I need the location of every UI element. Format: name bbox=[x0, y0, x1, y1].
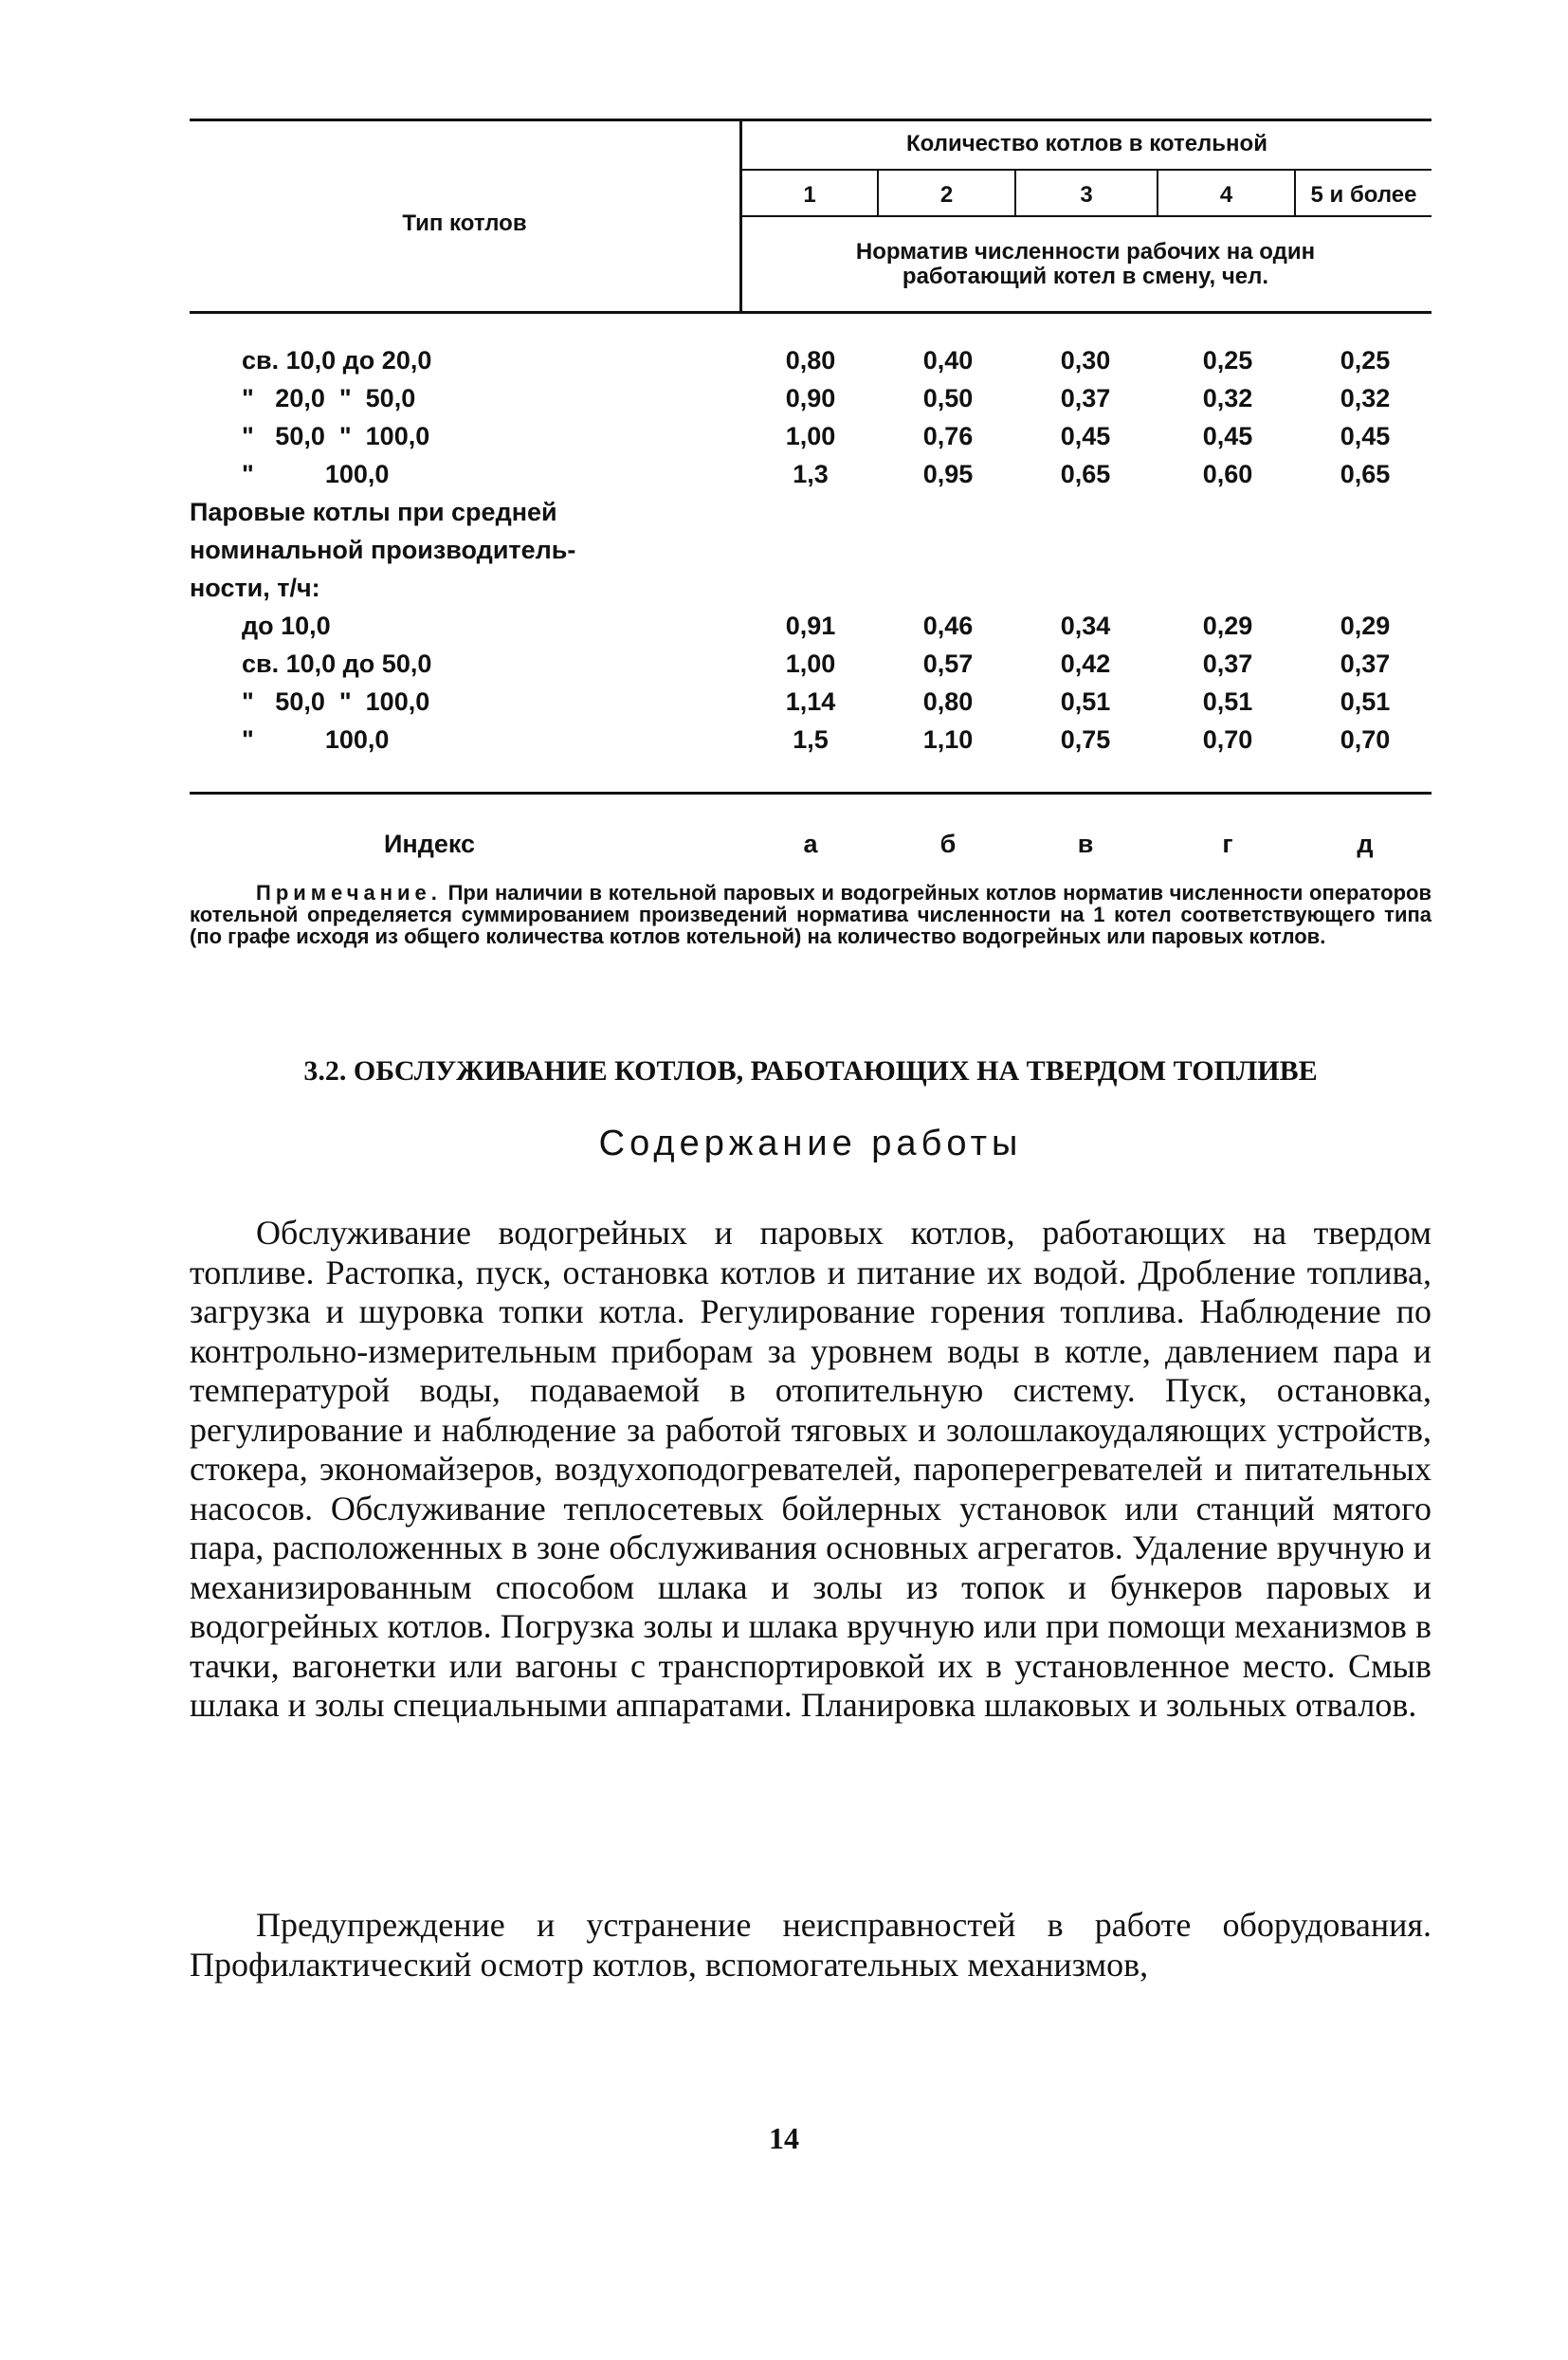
cell: 0,75 bbox=[1060, 725, 1111, 754]
cell: 0,34 bbox=[1060, 612, 1111, 640]
cell: 0,60 bbox=[1202, 460, 1253, 488]
cell: 0,51 bbox=[1340, 687, 1391, 716]
table-row bbox=[190, 493, 1431, 531]
cell: 0,32 bbox=[1202, 384, 1253, 412]
cell: 0,91 bbox=[785, 612, 836, 640]
type-column-header: Тип котлов bbox=[402, 210, 527, 236]
table-row bbox=[190, 379, 1431, 417]
row-label: " 50,0 " 100,0 bbox=[242, 422, 430, 450]
row-label: св. 10,0 до 50,0 bbox=[242, 649, 432, 678]
cell: 0,76 bbox=[922, 422, 974, 450]
index-cell: а bbox=[803, 830, 818, 858]
table-row bbox=[190, 721, 1431, 759]
table-top-rule bbox=[190, 119, 1431, 121]
table-row bbox=[190, 455, 1431, 493]
index-rule bbox=[190, 792, 1431, 795]
index-cell: б bbox=[939, 830, 957, 858]
cell: 0,30 bbox=[1060, 346, 1111, 375]
index-cell: в bbox=[1077, 830, 1094, 858]
cell: 1,3 bbox=[793, 460, 829, 488]
table-row bbox=[190, 531, 1431, 569]
cell: 0,25 bbox=[1202, 346, 1253, 375]
table-row bbox=[190, 417, 1431, 455]
cell: 0,42 bbox=[1060, 649, 1111, 678]
cell: 0,80 bbox=[922, 687, 974, 716]
row-label: Паровые котлы при средней bbox=[190, 498, 557, 526]
cell: 0,32 bbox=[1340, 384, 1391, 412]
table-row bbox=[190, 645, 1431, 683]
cell: 0,45 bbox=[1202, 422, 1253, 450]
index-cell: г bbox=[1222, 830, 1233, 858]
table-row bbox=[190, 569, 1431, 607]
cell: 0,70 bbox=[1202, 725, 1253, 754]
row-label: " 50,0 " 100,0 bbox=[242, 687, 430, 716]
row-label: " 100,0 bbox=[242, 460, 390, 488]
index-label: Индекс bbox=[384, 830, 476, 858]
count-header: Количество котлов в котельной bbox=[906, 131, 1267, 156]
col-header-5: 5 и более bbox=[1310, 182, 1417, 208]
row-label: св. 10,0 до 20,0 bbox=[242, 346, 432, 375]
cell: 0,29 bbox=[1340, 612, 1391, 640]
header-bottom-rule bbox=[190, 311, 1431, 314]
cell: 0,65 bbox=[1340, 460, 1391, 488]
cell: 0,57 bbox=[922, 649, 974, 678]
cell: 0,51 bbox=[1202, 687, 1253, 716]
cell: 0,46 bbox=[922, 612, 974, 640]
cell: 0,25 bbox=[1340, 346, 1391, 375]
cell: 0,29 bbox=[1202, 612, 1253, 640]
cell: 0,40 bbox=[922, 346, 974, 375]
cell: 0,65 bbox=[1060, 460, 1111, 488]
col-header-1: 1 bbox=[803, 182, 816, 208]
table-note bbox=[190, 882, 1431, 947]
header-line-2 bbox=[739, 215, 1431, 217]
section-heading: 3.2. ОБСЛУЖИВАНИЕ КОТЛОВ, РАБОТАЮЩИХ НА ТВЕРДОМ ТОПЛИВЕ bbox=[303, 1055, 1318, 1087]
header-line-1 bbox=[739, 169, 1431, 171]
cell: 0,37 bbox=[1202, 649, 1253, 678]
col-header-4: 4 bbox=[1219, 182, 1233, 208]
row-label: до 10,0 bbox=[242, 612, 331, 640]
cell: 1,5 bbox=[793, 725, 829, 754]
cell: 0,37 bbox=[1340, 649, 1391, 678]
cell: 0,45 bbox=[1340, 422, 1391, 450]
paragraph: Обслуживание водогрейных и паровых котлов, работающих на твердом топливе. Растопка, пуск, остановка котлов и питание их водой. Дробление топлива, загрузка и шуровка топки котла. Регулирование горения топлива. Наблюдение по контрольно-измерительным приборам за уровнем воды в котле, давлением пара и температурой воды, подаваемой в отопительную систему. Пуск, остановка, регулирование и наблюдение за работой тяговых и золошлакоудаляющих устройств, стокера, экономайзеров, воздухоподогревателей, пароперегревателей и питательных насосов. Обслуживание теплосетевых бойлерных установок или станций мятого пара, расположенных в зоне обслуживания основных агрегатов. Удаление вручную и механизированным способом шлака и золы из топок и бункеров паровых и водогрейных котлов. Погрузка золы и шлака вручную или при помощи механизмов в тачки, вагонетки или вагоны с транспортировкой их в установленное место. Смыв шлака и золы специальными аппаратами. Планировка шлаковых и зольных отвалов. bbox=[190, 1214, 1431, 1724]
cell: 0,50 bbox=[922, 384, 974, 412]
table-row bbox=[190, 341, 1431, 379]
row-label: ности, т/ч: bbox=[190, 574, 320, 602]
cell: 0,70 bbox=[1340, 725, 1391, 754]
cell: 0,80 bbox=[785, 346, 836, 375]
row-label: номинальной производитель- bbox=[190, 536, 576, 564]
cell: 0,90 bbox=[785, 384, 836, 412]
note-label: Примечание. bbox=[256, 881, 442, 905]
index-cell: д bbox=[1357, 830, 1374, 858]
norm-header: Норматив численности рабочих на один работающий котел в смену, чел. bbox=[855, 239, 1316, 289]
table-row bbox=[190, 607, 1431, 645]
index-row bbox=[190, 825, 1431, 863]
note-text: При наличии в котельной паровых и водогрейных котлов норматив численности операторов котельной определяется суммированием произведений норматива численности на 1 котел соответствующего типа (по графе исходя из общего количества котлов котельной) на количество водогрейных или паровых котлов. bbox=[190, 881, 1431, 948]
cell: 1,14 bbox=[785, 687, 836, 716]
row-label: " 100,0 bbox=[242, 725, 390, 754]
cell: 0,45 bbox=[1060, 422, 1111, 450]
row-label: " 20,0 " 50,0 bbox=[242, 384, 416, 412]
table-row bbox=[190, 683, 1431, 721]
cell: 0,51 bbox=[1060, 687, 1111, 716]
section-subtitle: Содержание работы bbox=[598, 1124, 1023, 1163]
cell: 1,00 bbox=[785, 649, 836, 678]
cell: 0,37 bbox=[1060, 384, 1111, 412]
cell: 1,00 bbox=[785, 422, 836, 450]
paragraph: Предупреждение и устранение неисправностей в работе оборудования. Профилактический осмотр котлов, вспомогательных механизмов, bbox=[190, 1906, 1431, 1984]
col-header-3: 3 bbox=[1080, 182, 1093, 208]
page-number: 14 bbox=[769, 2121, 799, 2155]
cell: 1,10 bbox=[922, 725, 974, 754]
cell: 0,95 bbox=[922, 460, 974, 488]
col-header-2: 2 bbox=[939, 182, 954, 208]
